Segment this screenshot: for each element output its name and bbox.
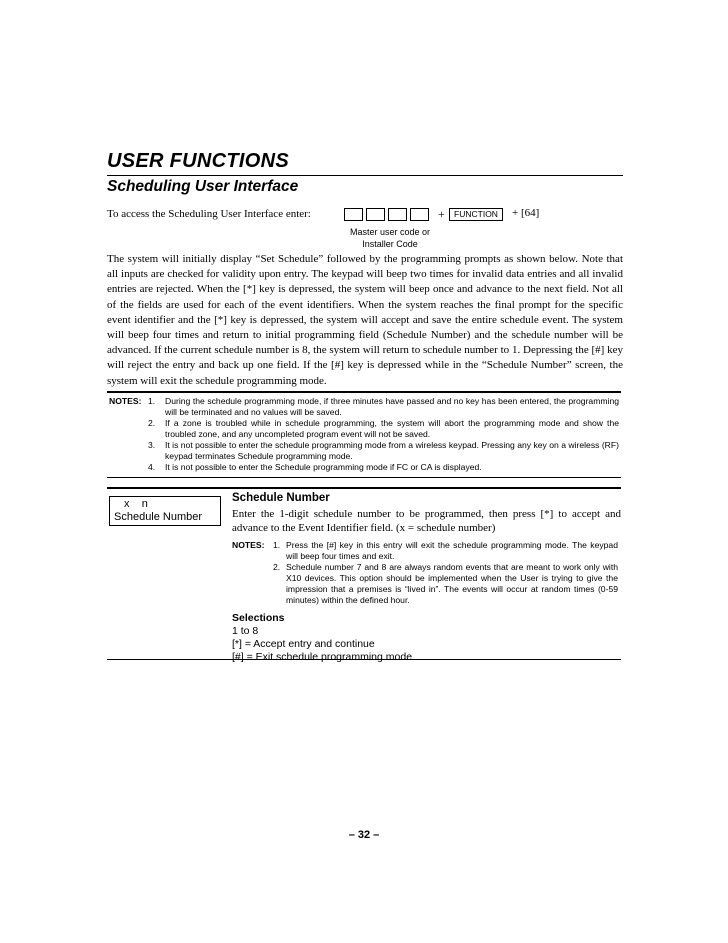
code-digit-box: [388, 208, 407, 221]
note-number: 3.: [148, 440, 156, 450]
prompt-line: x n: [124, 498, 148, 510]
schedule-number-section: [107, 487, 621, 663]
section-title: USER FUNCTIONS: [107, 150, 289, 172]
notes-box: [107, 391, 621, 478]
code-caption-line: Master user code or: [349, 227, 431, 237]
keypad-display-prompt: [109, 496, 221, 526]
note-number: 1.: [273, 540, 281, 550]
code-caption: [330, 226, 450, 250]
plus-sign: +: [438, 207, 445, 221]
note-text: Schedule number 7 and 8 are always random events that are meant to work only with X10 devices. This option should be implemented when the User is trying to give the impression that a premises is “lived in”. The events will occur at random times (0-59 minutes) within the defined hour.: [286, 562, 618, 605]
selection-item: 1 to 8: [232, 625, 259, 637]
prompt-line: Schedule Number: [114, 511, 203, 523]
access-instruction: [107, 208, 623, 224]
code-digit-box: [366, 208, 385, 221]
title-rule: [107, 175, 623, 176]
notes-label: NOTES:: [109, 396, 142, 406]
note-number: 4.: [148, 462, 156, 472]
note-text: Press the [#] key in this entry will exit the schedule programming mode. The keypad will beep four times and exit.: [286, 540, 618, 561]
note-text: During the schedule programming mode, if three minutes have passed and no key has been entered, the programming will be terminated and no values will be saved.: [165, 396, 619, 417]
code-digit-box: [410, 208, 429, 221]
selection-item: [*] = Accept entry and continue: [232, 638, 375, 650]
note-number: 1.: [148, 396, 156, 406]
note-number: 2.: [148, 418, 156, 428]
field-description: Enter the 1-digit schedule number to be programmed, then press [*] to accept and advance to the Event Identifier field. (x = schedule number): [232, 508, 621, 534]
field-notes-label: NOTES:: [232, 540, 265, 550]
selections: [232, 612, 621, 664]
key-sequence-suffix: + [64]: [512, 207, 540, 219]
code-digit-box: [344, 208, 363, 221]
note-text: It is not possible to enter the schedule programming mode from a wireless keypad. Pressing any key on a wireless (RF) keypad terminates Schedule programming mode.: [165, 440, 619, 461]
selection-item: [#] = Exit schedule programming mode: [232, 651, 413, 663]
function-key: FUNCTION: [449, 208, 503, 221]
selections-heading: Selections: [232, 612, 285, 624]
field-description-block: [232, 492, 621, 664]
note-text: If a zone is troubled while in schedule programming, the system will abort the programming mode and show the troubled zone, and any uncompleted program event will not be saved.: [165, 418, 619, 439]
intro-paragraph: The system will initially display “Set Schedule” followed by the programming prompts as shown below. Note that all inputs are checked for validity upon entry. The keypad will beep two times for invalid data entries and all invalid entries are rejected. When the [*] key is depressed, the system will beep once and advance to the next field. Not all of the fields are used for each of the event identifiers. When the system reaches the final prompt for the specific event identifier and the [*] key is depressed, the system will accept and save the entire schedule event. The system will beep four times and return to initial programming field (Schedule Number) and the schedule number will be advanced. If the current schedule number is 8, the system will return to schedule number to 1. Depressing the [#] key will reject the entry and back up one field. If the [#] key is depressed while in the “Schedule Number” screen, the system will exit the schedule programming mode.: [107, 253, 623, 387]
access-text: To access the Scheduling User Interface enter:: [107, 208, 311, 220]
note-number: 2.: [273, 562, 281, 572]
note-text: It is not possible to enter the Schedule programming mode if FC or CA is displayed.: [165, 462, 482, 472]
page-subtitle: Scheduling User Interface: [107, 178, 299, 195]
field-notes: [232, 540, 621, 612]
code-caption-line: Installer Code: [362, 239, 418, 249]
page-number: – 32 –: [348, 829, 380, 841]
field-heading: Schedule Number: [232, 492, 330, 504]
